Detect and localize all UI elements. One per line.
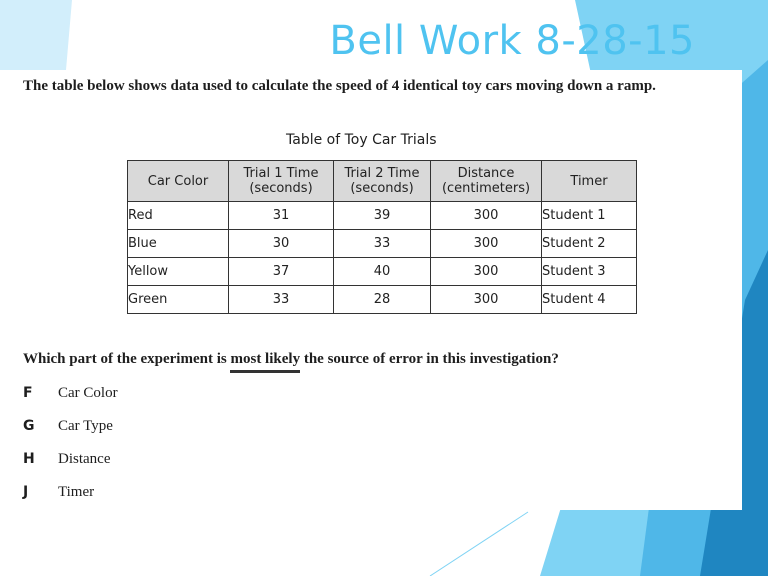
cell-car-color: Green (128, 286, 229, 314)
choice-letter: F (23, 385, 33, 401)
cell-timer: Student 3 (542, 258, 637, 286)
cell-distance: 300 (431, 202, 542, 230)
choice-text: Timer (58, 484, 95, 500)
cell-timer: Student 2 (542, 230, 637, 258)
facet-left-top (0, 0, 72, 70)
header-timer: Timer (542, 161, 637, 202)
cell-trial-1: 37 (229, 258, 334, 286)
cell-trial-2: 39 (334, 202, 431, 230)
cell-trial-1: 31 (229, 202, 334, 230)
cell-timer: Student 1 (542, 202, 637, 230)
cell-trial-2: 33 (334, 230, 431, 258)
header-car-color: Car Color (128, 161, 229, 202)
cell-car-color: Red (128, 202, 229, 230)
header-trial-2-time: Trial 2 Time (seconds) (334, 161, 431, 202)
table-row (128, 286, 637, 314)
question-text: Which part of the experiment is most likely the source of error in this investigation? (23, 351, 559, 367)
intro-text: The table below shows data used to calculate the speed of 4 identical toy cars moving down a ramp. (23, 78, 656, 94)
cell-distance: 300 (431, 258, 542, 286)
cell-timer: Student 4 (542, 286, 637, 314)
emphasis-most-likely: most likely (230, 351, 301, 367)
choice-text: Car Type (58, 418, 113, 434)
slide-title: Bell Work 8-28-15 (329, 18, 695, 64)
answer-choice-j (23, 484, 94, 501)
cell-car-color: Yellow (128, 258, 229, 286)
answer-choice-f (23, 385, 118, 402)
answer-choice-h (23, 451, 110, 468)
table-title: Table of Toy Car Trials (286, 132, 437, 148)
header-distance: Distance (centimeters) (431, 161, 542, 202)
table-row (128, 258, 637, 286)
choice-text: Car Color (58, 385, 118, 401)
table-row (128, 202, 637, 230)
choice-text: Distance (58, 451, 111, 467)
cell-trial-1: 30 (229, 230, 334, 258)
cell-trial-1: 33 (229, 286, 334, 314)
toy-car-trials-table (127, 160, 637, 314)
choice-letter: J (23, 484, 29, 500)
cell-distance: 300 (431, 286, 542, 314)
facet-line (430, 512, 528, 576)
cell-distance: 300 (431, 230, 542, 258)
table-header-row (128, 161, 637, 202)
choice-letter: G (23, 418, 35, 434)
table-row (128, 230, 637, 258)
header-trial-1-time: Trial 1 Time (seconds) (229, 161, 334, 202)
choice-letter: H (23, 451, 35, 467)
cell-car-color: Blue (128, 230, 229, 258)
answer-choice-g (23, 418, 113, 435)
cell-trial-2: 28 (334, 286, 431, 314)
cell-trial-2: 40 (334, 258, 431, 286)
worksheet-panel (16, 70, 742, 510)
